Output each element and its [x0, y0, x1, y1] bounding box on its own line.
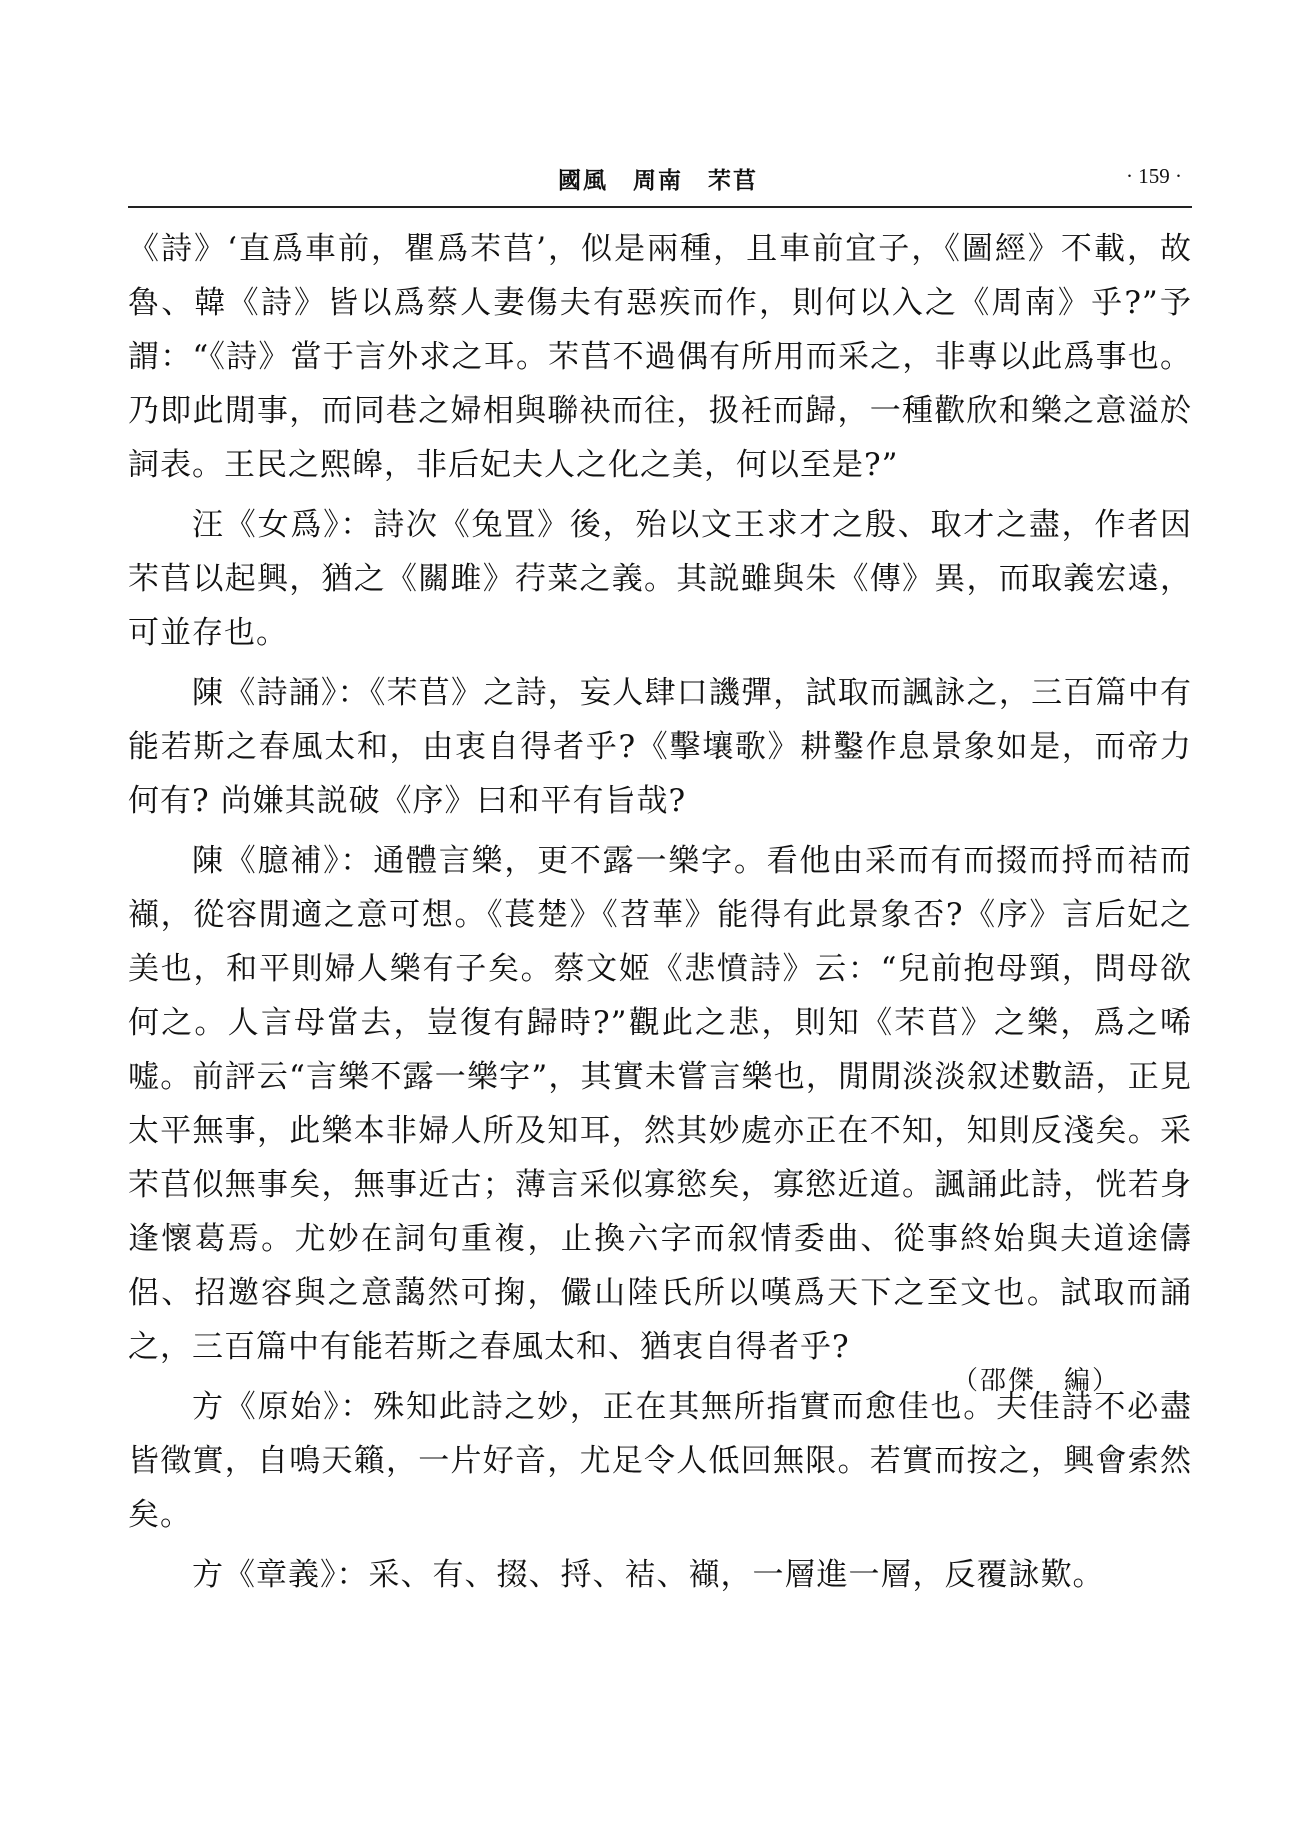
paragraph-chen-yibu: 陳《臆補》：通體言樂，更不露一樂字。看他由采而有而掇而捋而袺而襭，從容閒適之意可想。《萇楚》《苕華》能得有此景象否?《序》言后妃之美也，和平則婦人樂有子矣。蔡文姬《悲憤詩》云：“兒前抱母頸，問母欲何之。人言母當去，豈復有歸時?”觀此之悲，則知《芣苢》之樂，爲之唏嘘。前評云“言樂不露一樂字”，其實未嘗言樂也，閒閒淡淡叙述數語，正見太平無事，此樂本非婦人所及知耳，然其妙處亦正在不知，知則反淺矣。采芣苢似無事矣，無事近古；薄言采似寡慾矣，寡慾近道。諷誦此詩，恍若身逢懷葛焉。尤妙在詞句重複，止換六字而叙情委曲、從事終始與夫道途儔侶、招邀容與之意藹然可掬，儼山陸氏所以嘆爲天下之至文也。試取而誦之，三百篇中有能若斯之春風太和、猶衷自得者乎?: [128, 843, 1192, 1365]
paragraph-fang-zhangyi: 方《章義》：采、有、掇、捋、袺、襭，一層進一層，反覆詠歎。: [192, 1557, 1105, 1593]
page-number: · 159 ·: [1126, 164, 1182, 188]
paragraph-wang-nuwei: 汪《女爲》：詩次《兔罝》後，殆以文王求才之殷、取才之盡，作者因芣苢以起興，猶之《關雎》荇菜之義。其説雖與朱《傳》異，而取義宏遠，可並存也。: [128, 507, 1192, 651]
paragraph-fang-yuanshi: 方《原始》：殊知此詩之妙，正在其無所指實而愈佳也。夫佳詩不必盡皆徵實，自鳴天籟，一片好音，尤足令人低回無限。若實而按之，興會索然矣。: [128, 1389, 1192, 1533]
editor-credit: （邵傑 編）: [951, 1366, 1120, 1396]
body-text: [128, 222, 1192, 1608]
header-title: 國風 周南 芣苢: [558, 167, 758, 194]
header-divider: [128, 206, 1192, 208]
running-header: [128, 162, 1188, 196]
paragraph-chen-shisong: 陳《詩誦》：《芣苢》之詩，妄人肆口譏彈，試取而諷詠之，三百篇中有能若斯之春風太和，由衷自得者乎?《擊壤歌》耕鑿作息景象如是，而帝力何有? 尚嫌其説破《序》曰和平有旨哉?: [128, 675, 1192, 819]
paragraph-continuation: 《詩》‘直爲車前，瞿爲芣苢’，似是兩種，且車前宜子，《圖經》不載，故魯、韓《詩》皆以爲蔡人妻傷夫有惡疾而作，則何以入之《周南》乎?”予謂：“《詩》當于言外求之耳。芣苢不過偶有所用而采之，非專以此爲事也。乃即此閒事，而同巷之婦相與聯袂而往，扱衽而歸，一種歡欣和樂之意溢於詞表。王民之熙皞，非后妃夫人之化之美，何以至是?”: [128, 231, 1192, 483]
